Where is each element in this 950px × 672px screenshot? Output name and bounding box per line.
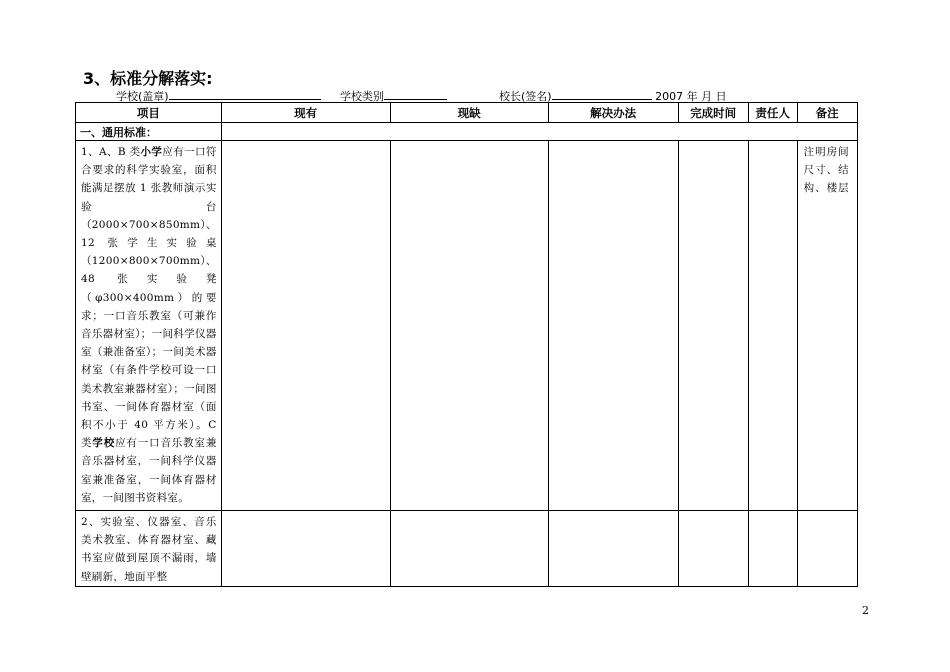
standards-table [75,102,858,587]
missing-cell[interactable] [390,141,548,511]
header-solution: 解决办法 [548,103,678,123]
solution-cell[interactable] [548,511,678,587]
responsible-cell[interactable] [748,511,797,587]
date-text: 2007 年 月 日 [655,90,727,103]
school-type-blank [384,89,447,100]
section-label: 一、通用标准： [76,123,222,141]
header-item: 项目 [76,103,222,123]
notes-cell[interactable] [797,511,857,587]
table-row [76,511,858,587]
item-text: 2、实验室、仪器室、音乐美术教室、体育器材室、藏书室应做到屋顶不漏雨，墙壁刷新，地面平整 [81,516,217,583]
school-stamp-label: 学校(盖章) [116,90,169,103]
item-cell [76,511,222,587]
section-row [76,123,858,141]
responsible-cell[interactable] [748,141,797,511]
note-text: 注明房间尺寸、结构、楼层 [803,146,850,195]
completion-time-cell[interactable] [678,511,748,587]
page-number: 2 [862,604,869,617]
header-responsible: 责任人 [748,103,797,123]
section-empty [221,123,857,141]
completion-time-cell[interactable] [678,141,748,511]
school-type-label: 学校类别 [340,90,384,103]
item-text: 1、A、B 类小学应有一口符合要求的科学实验室，面积能满足摆放 1 张教师演示实验台（2000×700×850mm）、12 张学生实验桌（1200×800×700mm）、48 张实验凳（φ300×400mm）的要求；一口音乐教室（可兼作音乐器材室）；一间科学仪器室（兼准备室）；一间美术器材室（有条件学校可设一口美术教室兼器材室）；一间图书室、一间体育器材室（面积不小于 40 平方米）。C 类学校应有一口音乐教室兼音乐器材室，一间科学仪器室兼准备室，一间体育器材室，一间图书资料室。 [81,146,217,504]
section-title: 3、标准分解落实: [83,69,213,88]
header-completion-time: 完成时间 [678,103,748,123]
principal-label: 校长(签名) [499,90,552,103]
notes-cell [797,141,857,511]
existing-cell[interactable] [221,511,390,587]
school-stamp-blank [169,89,321,100]
header-row [76,103,858,123]
principal-blank [552,89,652,100]
note-text [798,511,857,513]
existing-cell[interactable] [221,141,390,511]
header-existing: 现有 [221,103,390,123]
solution-cell[interactable] [548,141,678,511]
header-missing: 现缺 [390,103,548,123]
missing-cell[interactable] [390,511,548,587]
header-notes: 备注 [797,103,857,123]
item-cell [76,141,222,511]
table-row [76,141,858,511]
